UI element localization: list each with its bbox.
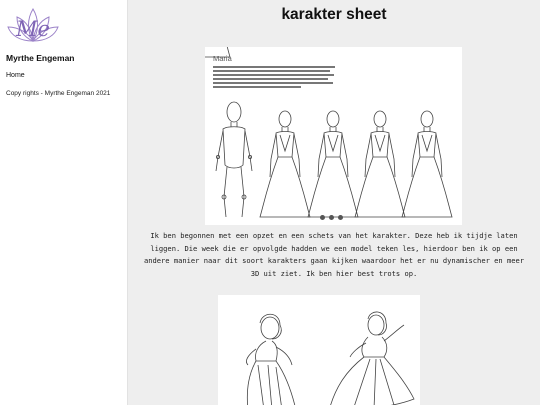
sidebar xyxy=(0,0,128,405)
carousel-dot[interactable] xyxy=(338,215,343,220)
slide-character-name: Maria xyxy=(213,54,232,63)
carousel-dot[interactable] xyxy=(320,215,325,220)
character-sheet-slide[interactable] xyxy=(205,47,462,225)
main-content xyxy=(128,0,540,405)
nav-link-home[interactable]: Home xyxy=(6,72,25,79)
page-title: karakter sheet xyxy=(281,6,387,23)
site-logo[interactable] xyxy=(5,5,61,47)
copyright-text: Copy rights - Myrthe Engeman 2021 xyxy=(6,90,111,97)
site-name[interactable]: Myrthe Engeman xyxy=(6,53,75,63)
description-text: Ik ben begonnen met een opzet en een schets van het karakter. Deze heb ik tijdje laten liggen. Die week die er opvolgde hadden we een model teken les, hierdoor ben ik op een andere manier naar dit soort karakters gaan kijken waardoor het er nu dynamischer en meer 3D uit ziet. Ik ben hier best trots op. xyxy=(143,231,525,278)
pose-sketch-drawing xyxy=(218,295,420,405)
carousel-dot[interactable] xyxy=(329,215,334,220)
logo-monogram: Me xyxy=(16,17,50,41)
pose-sketch-image xyxy=(218,295,420,405)
character-turnaround-figures xyxy=(205,47,462,225)
